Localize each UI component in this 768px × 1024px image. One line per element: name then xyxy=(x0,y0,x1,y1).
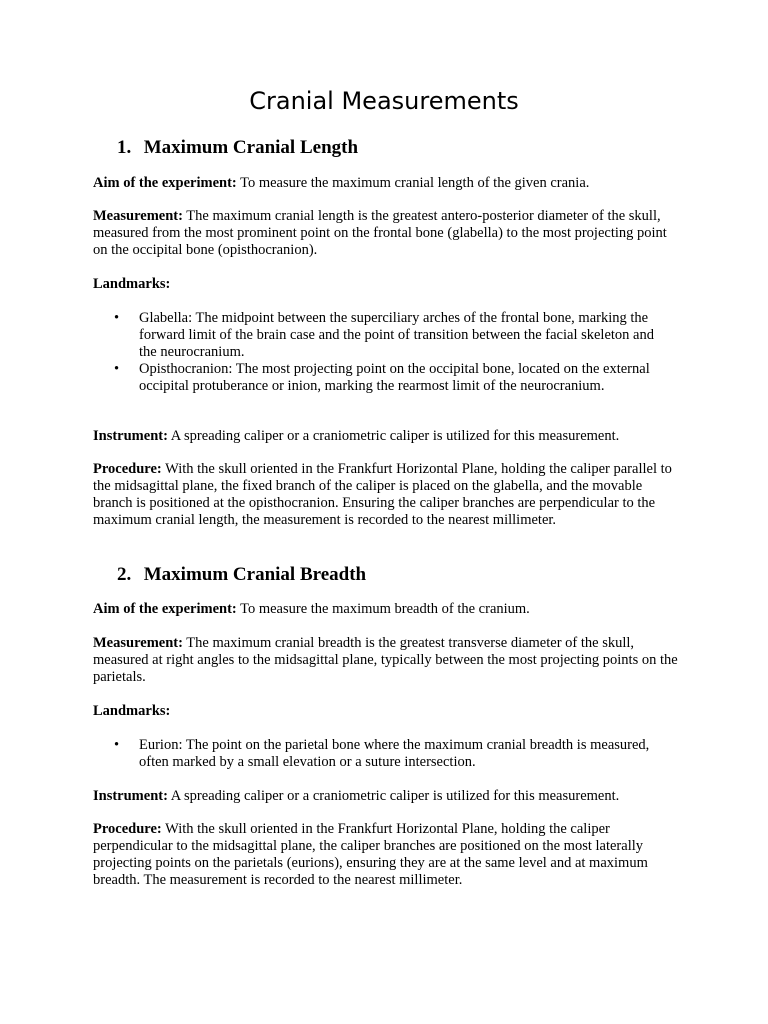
procedure-paragraph xyxy=(93,821,683,889)
list-item xyxy=(93,361,669,395)
section-number: 2. xyxy=(117,564,132,585)
aim-label: Aim of the experiment: xyxy=(93,175,237,191)
landmarks-label: Landmarks: xyxy=(93,276,171,292)
list-item xyxy=(93,737,669,771)
instrument-text: A spreading caliper or a craniometric caliper is utilized for this measurement. xyxy=(167,428,620,444)
landmarks-list xyxy=(93,310,683,395)
section-number: 1. xyxy=(117,137,132,158)
procedure-label: Procedure: xyxy=(93,461,162,477)
bullet-icon: • xyxy=(114,361,120,377)
bullet-icon: • xyxy=(114,737,120,753)
measurement-text: The maximum cranial breadth is the greatest transverse diameter of the skull, measured at right angles to the midsagittal plane, typically between the most projecting points on the parietals. xyxy=(93,635,678,685)
landmarks-list xyxy=(93,737,683,771)
procedure-label: Procedure: xyxy=(93,821,162,837)
measurement-paragraph xyxy=(93,208,683,259)
instrument-text: A spreading caliper or a craniometric caliper is utilized for this measurement. xyxy=(167,788,620,804)
procedure-text: With the skull oriented in the Frankfurt Horizontal Plane, holding the caliper perpendicular to the midsagittal plane, the caliper branches are positioned on the most laterally projecting points on the parietals (eurions), ensuring they are at the same level and at maximum breadth. The measurement is recorded to the nearest millimeter. xyxy=(93,821,648,888)
instrument-label: Instrument: xyxy=(93,428,168,444)
landmark-text: Eurion: The point on the parietal bone where the maximum cranial breadth is measured, often marked by a small elevation or a suture intersection. xyxy=(139,737,650,770)
measurement-paragraph xyxy=(93,635,683,686)
landmarks-label: Landmarks: xyxy=(93,703,171,719)
instrument-paragraph xyxy=(93,788,683,805)
aim-text: To measure the maximum cranial length of the given crania. xyxy=(236,175,590,191)
section-heading xyxy=(117,563,366,587)
section-title: Maximum Cranial Breadth xyxy=(143,564,367,585)
procedure-paragraph xyxy=(93,461,683,529)
measurement-label: Measurement: xyxy=(93,208,183,224)
section-heading xyxy=(117,136,358,160)
list-item xyxy=(93,310,669,361)
landmarks-heading xyxy=(93,276,683,293)
bullet-icon: • xyxy=(114,310,120,326)
section-title: Maximum Cranial Length xyxy=(143,137,359,158)
aim-text: To measure the maximum breadth of the cranium. xyxy=(236,601,530,617)
aim-paragraph xyxy=(93,601,683,618)
measurement-text: The maximum cranial length is the greatest antero-posterior diameter of the skull, measured from the most prominent point on the frontal bone (glabella) to the most projecting point on the occipital bone (opisthocranion). xyxy=(93,208,667,258)
instrument-paragraph xyxy=(93,428,683,445)
landmarks-heading xyxy=(93,703,683,720)
page-title: Cranial Measurements xyxy=(249,87,519,115)
aim-label: Aim of the experiment: xyxy=(93,601,237,617)
landmark-text: Opisthocranion: The most projecting point on the occipital bone, located on the external occipital protuberance or inion, marking the rearmost limit of the neurocranium. xyxy=(139,361,650,394)
measurement-label: Measurement: xyxy=(93,635,183,651)
landmark-text: Glabella: The midpoint between the superciliary arches of the frontal bone, marking the forward limit of the brain case and the point of transition between the facial skeleton and the neurocranium. xyxy=(139,310,654,360)
instrument-label: Instrument: xyxy=(93,788,168,804)
procedure-text: With the skull oriented in the Frankfurt Horizontal Plane, holding the caliper parallel to the midsagittal plane, the fixed branch of the caliper is placed on the glabella, and the movable branch is positioned at the opisthocranion. Ensuring the caliper branches are perpendicular to the maximum cranial length, the measurement is recorded to the nearest millimeter. xyxy=(93,461,672,528)
aim-paragraph xyxy=(93,175,683,192)
